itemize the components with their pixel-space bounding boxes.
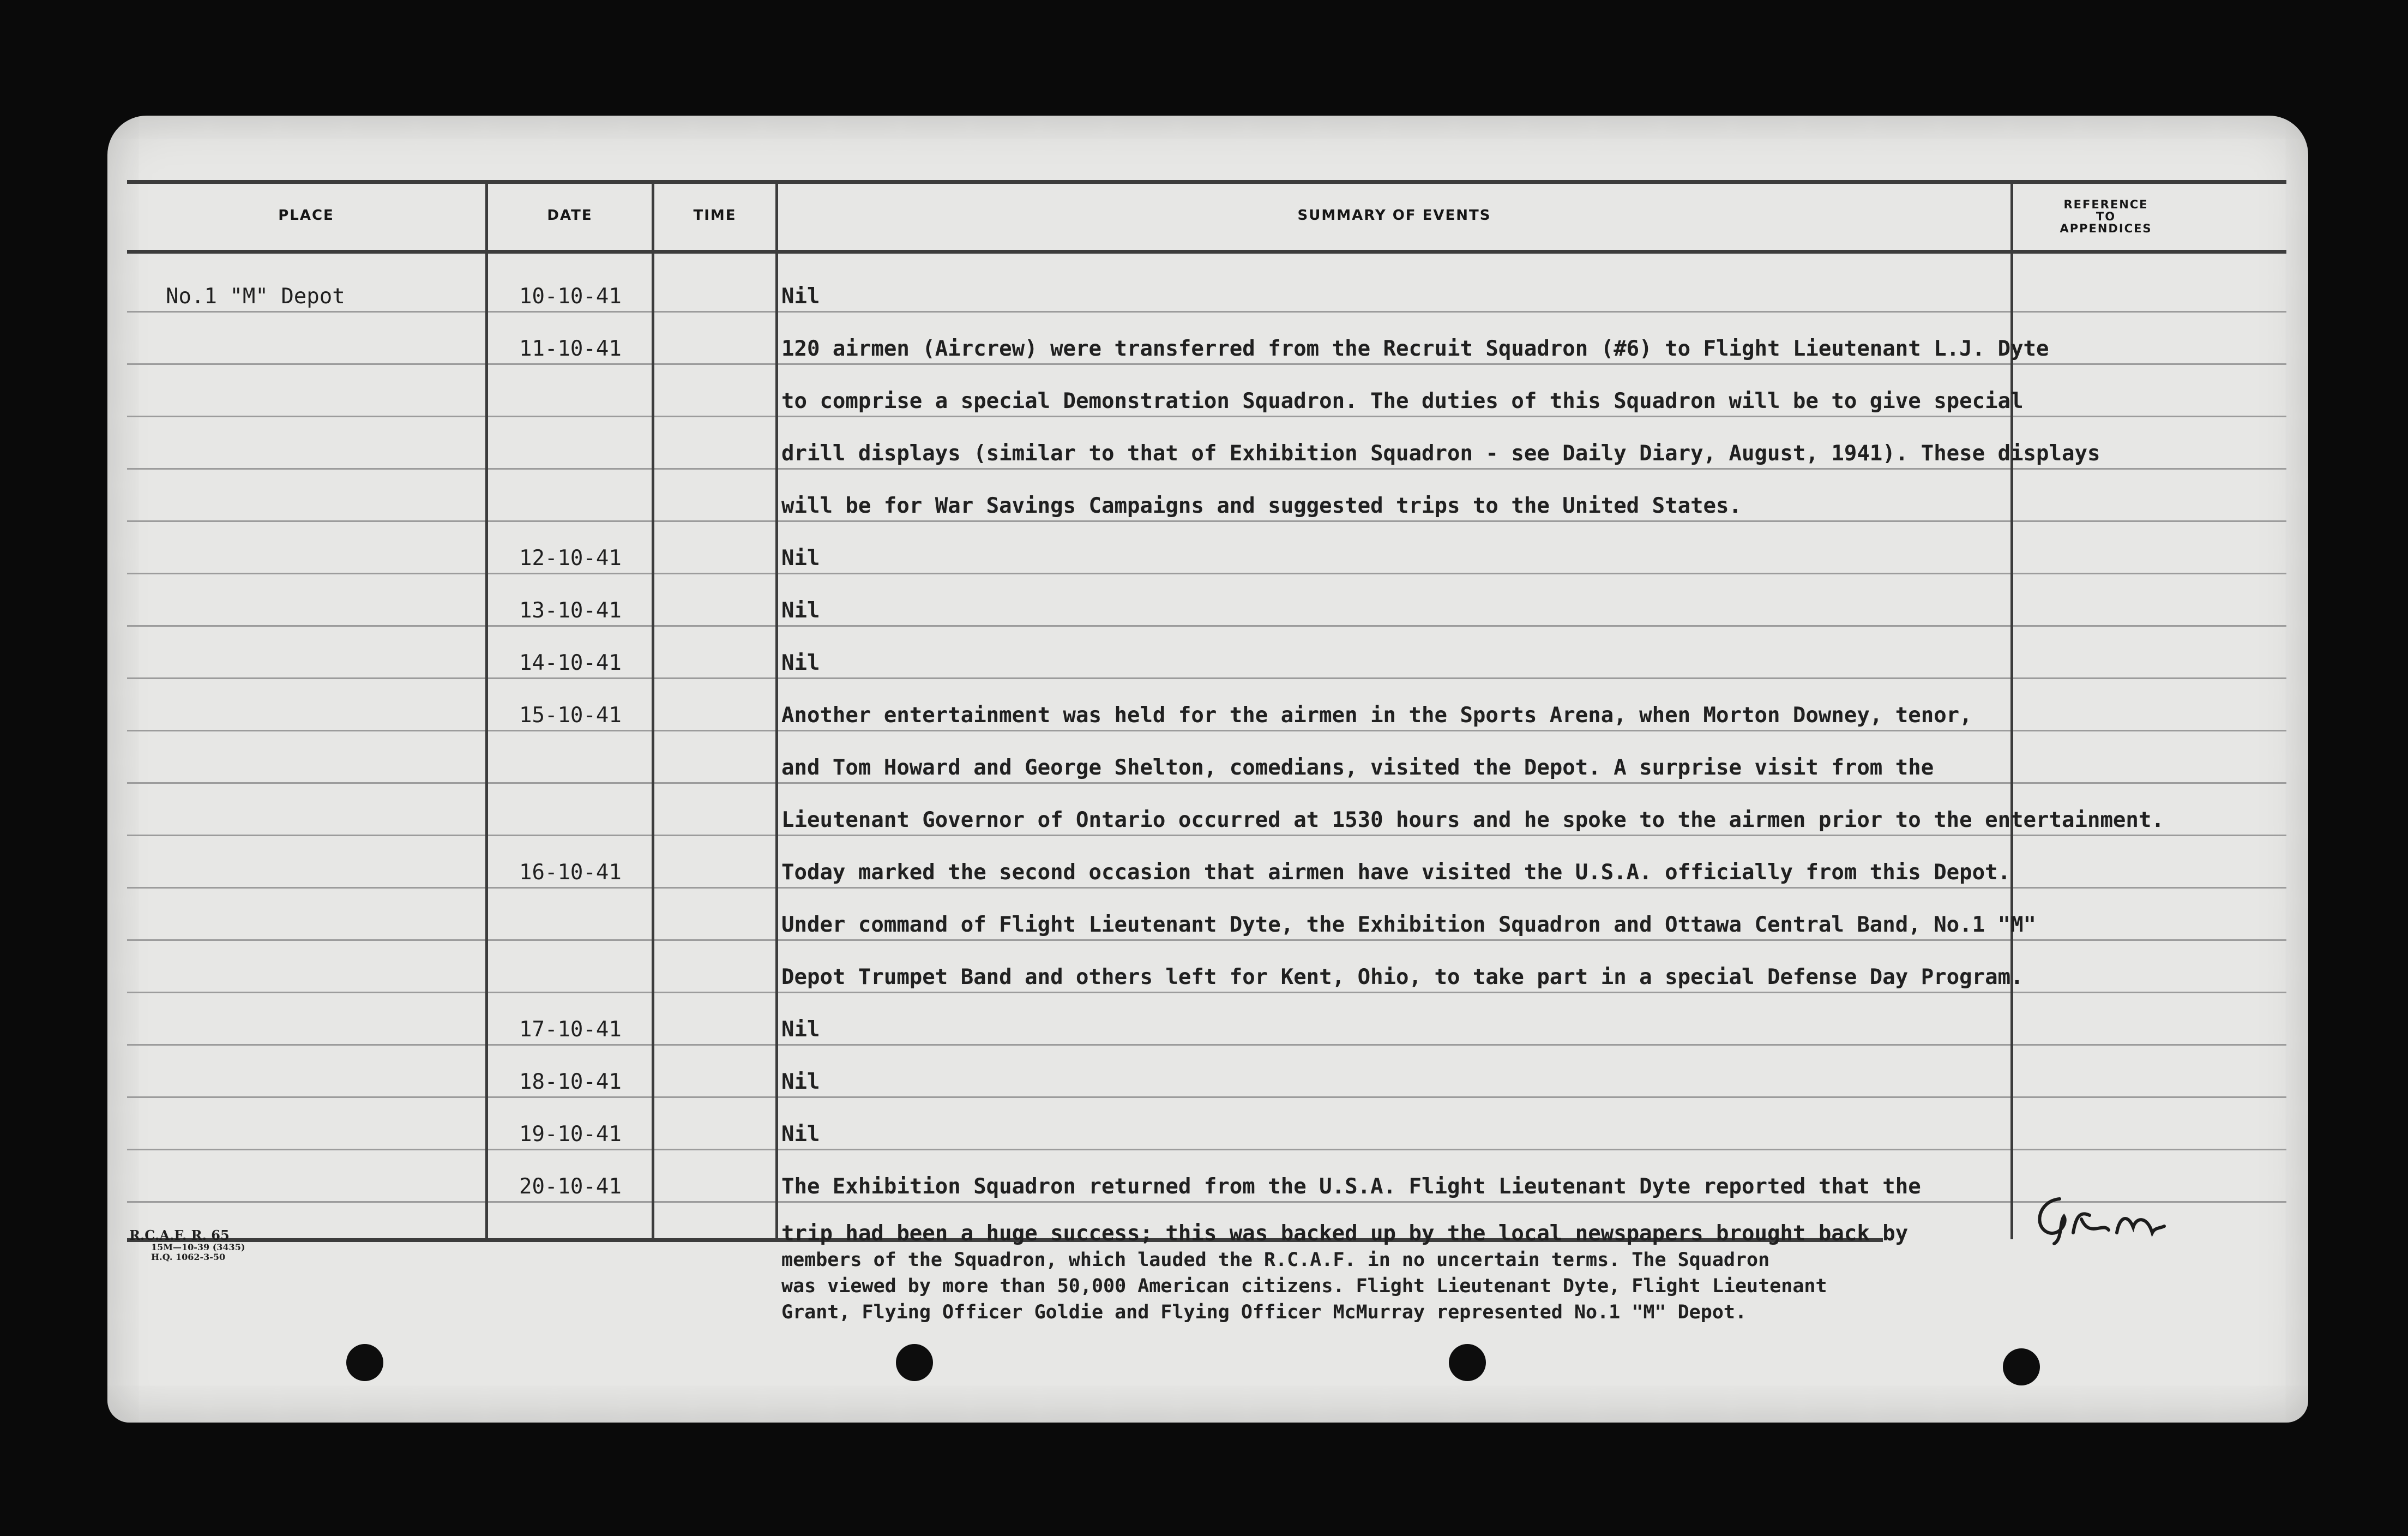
date-entry: 11-10-41 xyxy=(519,337,622,361)
reference-header-line: REFERENCE xyxy=(2063,198,2148,211)
summary-line: will be for War Savings Campaigns and suggested trips to the United States. xyxy=(781,494,1742,518)
summary-line: Nil xyxy=(781,651,820,675)
summary-line: Depot Trumpet Band and others left for Kent, Ohio, to take part in a special Defense Day Program. xyxy=(781,965,2024,989)
ruled-line xyxy=(127,520,2286,522)
binder-hole xyxy=(2003,1348,2040,1385)
date-entry: 16-10-41 xyxy=(519,860,622,885)
date-header: DATE xyxy=(547,207,593,224)
time-summary-divider xyxy=(775,180,778,1239)
reference-header-line: APPENDICES xyxy=(2060,222,2152,235)
ruled-line xyxy=(127,416,2286,417)
header-rule xyxy=(127,250,2286,254)
binder-hole xyxy=(1449,1344,1486,1381)
binder-hole xyxy=(896,1344,933,1381)
summary-line: Nil xyxy=(781,546,820,571)
ruled-line xyxy=(127,363,2286,365)
date-entry: 17-10-41 xyxy=(519,1017,622,1042)
form-code xyxy=(129,1228,245,1262)
place-header: PLACE xyxy=(278,207,334,224)
ruled-line xyxy=(127,1201,2286,1203)
ruled-line xyxy=(127,1044,2286,1046)
place-entry: No.1 "M" Depot xyxy=(166,284,345,309)
ruled-line xyxy=(127,1096,2286,1098)
ruled-line xyxy=(127,782,2286,784)
ruled-line xyxy=(127,730,2286,731)
binder-hole xyxy=(346,1344,383,1381)
ruled-line xyxy=(127,311,2286,313)
summary-line: and Tom Howard and George Shelton, comedians, visited the Depot. A surprise visit from the xyxy=(781,755,1934,780)
summary-line: Nil xyxy=(781,598,820,623)
summary-line: Nil xyxy=(781,1017,820,1042)
ruled-line xyxy=(127,625,2286,627)
reference-header xyxy=(2013,199,2199,235)
summary-line: trip had been a huge success; this was backed up by the local newspapers brought back by xyxy=(781,1221,1909,1246)
ruled-line xyxy=(127,573,2286,574)
summary-line: Nil xyxy=(781,284,820,309)
overflow-line: members of the Squadron, which lauded the R.C.A.F. in no uncertain terms. The Squadron xyxy=(781,1249,1770,1271)
summary-line: to comprise a special Demonstration Squadron. The duties of this Squadron will be to give special xyxy=(781,389,2024,413)
summary-line: Today marked the second occasion that airmen have visited the U.S.A. officially from this Depot. xyxy=(781,860,2011,885)
reference-header-line: TO xyxy=(2096,210,2116,223)
date-entry: 14-10-41 xyxy=(519,651,622,675)
overflow-line: Grant, Flying Officer Goldie and Flying Officer McMurray represented No.1 "M" Depot. xyxy=(781,1301,1747,1323)
date-entry: 15-10-41 xyxy=(519,703,622,728)
summary-line: Nil xyxy=(781,1122,820,1147)
ruled-line xyxy=(127,887,2286,889)
ruled-line xyxy=(127,939,2286,941)
ruled-line xyxy=(127,1149,2286,1150)
ruled-line xyxy=(127,992,2286,993)
form-code-title: R.C.A.F. R. 65 xyxy=(129,1227,230,1243)
summary-line: drill displays (similar to that of Exhibition Squadron - see Daily Diary, August, 1941). These displays xyxy=(781,441,2100,466)
date-entry: 13-10-41 xyxy=(519,598,622,623)
summary-line: Nil xyxy=(781,1070,820,1094)
summary-header: SUMMARY OF EVENTS xyxy=(1297,207,1491,224)
summary-line: Under command of Flight Lieutenant Dyte, the Exhibition Squadron and Ottawa Central Band, No.1 "M" xyxy=(781,913,2037,937)
form-code-line: 15M—10-39 (3435) xyxy=(151,1242,245,1252)
form-code-line: H.Q. 1062-3-50 xyxy=(151,1252,226,1262)
ruled-line xyxy=(127,468,2286,470)
ruled-line xyxy=(127,677,2286,679)
diary-card xyxy=(107,116,2308,1423)
summary-line: 120 airmen (Aircrew) were transferred from the Recruit Squadron (#6) to Flight Lieutenant L.J. Dyte xyxy=(781,337,2049,361)
time-header: TIME xyxy=(693,207,737,224)
place-date-divider xyxy=(485,180,488,1239)
date-entry: 10-10-41 xyxy=(519,284,622,309)
date-entry: 18-10-41 xyxy=(519,1070,622,1094)
summary-line: The Exhibition Squadron returned from the U.S.A. Flight Lieutenant Dyte reported that the xyxy=(781,1174,1921,1199)
date-entry: 20-10-41 xyxy=(519,1174,622,1199)
ruled-line xyxy=(127,835,2286,836)
handwritten-initials xyxy=(2021,1189,2174,1249)
top-rule xyxy=(127,180,2286,184)
date-time-divider xyxy=(652,180,654,1239)
overflow-line: was viewed by more than 50,000 American citizens. Flight Lieutenant Dyte, Flight Lieutenant xyxy=(781,1275,1827,1297)
date-entry: 19-10-41 xyxy=(519,1122,622,1147)
date-entry: 12-10-41 xyxy=(519,546,622,571)
summary-line: Another entertainment was held for the airmen in the Sports Arena, when Morton Downey, tenor, xyxy=(781,703,1972,728)
summary-line: Lieutenant Governor of Ontario occurred at 1530 hours and he spoke to the airmen prior to the entertainment. xyxy=(781,808,2164,832)
